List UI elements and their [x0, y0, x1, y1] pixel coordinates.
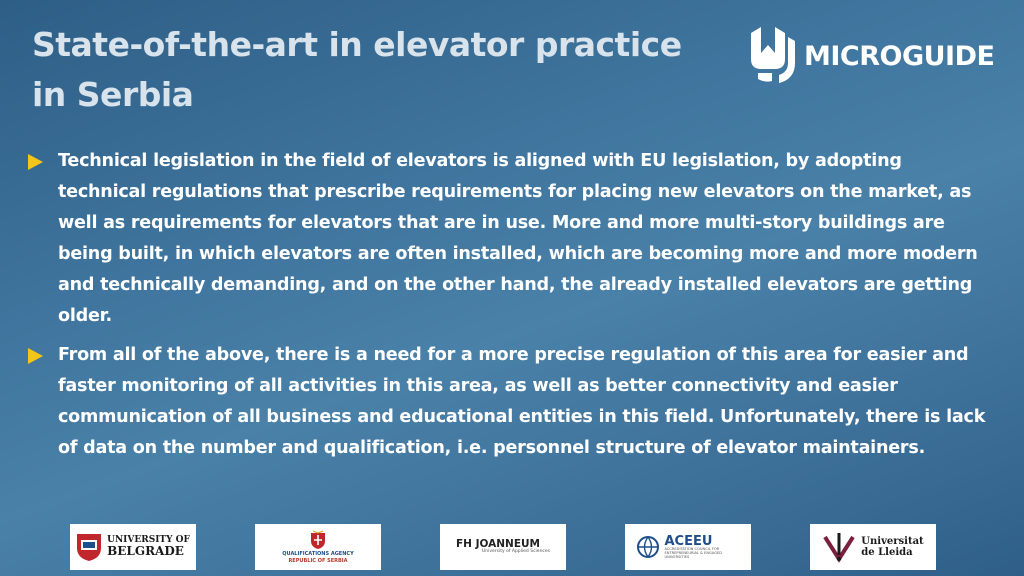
slide-title: State-of-the-art in elevator practice in Serbia — [32, 25, 682, 114]
logo-qualifications-agency — [255, 524, 381, 570]
bullet-list — [28, 146, 988, 472]
logo-universitat-de-lleida — [810, 524, 936, 570]
bullet-text: Technical legislation in the field of elevators is aligned with EU legislation, by adopting technical regulations that prescribe requirements for placing new elevators on the market, as well as requirements for elevators that are in use. More and more multi-story buildings are being built, in which elevators are often installed, which are becoming more and more modern and technically demanding, and on the other hand, the already installed elevators are getting older. — [58, 151, 978, 326]
brand-name: MICROGUIDE — [804, 40, 995, 72]
lleida-emblem-icon — [822, 531, 856, 563]
serbian-coat-of-arms-icon — [310, 530, 326, 550]
triangle-bullet-icon — [28, 146, 58, 174]
lleida-line1: Universitat — [861, 536, 924, 547]
logo-aceeu — [625, 524, 751, 570]
bullet-text: From all of the above, there is a need for a more precise regulation of this area for easier and faster monitoring of all activities in this area, as well as better connectivity and easier communication of all business and educational entities in this field. Unfortunately, there is lack of data on the number and qualification, i.e. personnel structure of elevator maintainers. — [58, 345, 986, 458]
qualifications-line2: REPUBLIC OF SERBIA — [288, 558, 348, 564]
bullet-item — [28, 340, 988, 464]
lleida-line2: de Lleida — [861, 547, 913, 558]
belgrade-line1: UNIVERSITY OF — [107, 534, 190, 545]
aceeu-globe-icon — [636, 535, 660, 559]
microguide-brand — [748, 22, 994, 90]
qualifications-line1: QUALIFICATIONS AGENCY — [282, 551, 354, 557]
belgrade-crest-icon — [76, 532, 102, 562]
aceeu-name: ACEEU — [664, 533, 713, 549]
logo-university-of-belgrade — [70, 524, 196, 570]
microguide-logo-icon — [748, 23, 798, 89]
joanneum-sub: University of Applied Sciences — [481, 549, 551, 555]
partner-logos — [70, 524, 936, 570]
triangle-bullet-icon — [28, 340, 58, 368]
belgrade-line2: BELGRADE — [107, 544, 184, 559]
aceeu-sub: ACCREDITATION COUNCIL FOR ENTREPRENEURIAL & ENGAGED UNIVERSITIES — [664, 547, 723, 559]
joanneum-name: FH JOANNEUM — [455, 538, 540, 551]
bullet-item — [28, 146, 988, 332]
logo-fh-joanneum — [440, 524, 566, 570]
